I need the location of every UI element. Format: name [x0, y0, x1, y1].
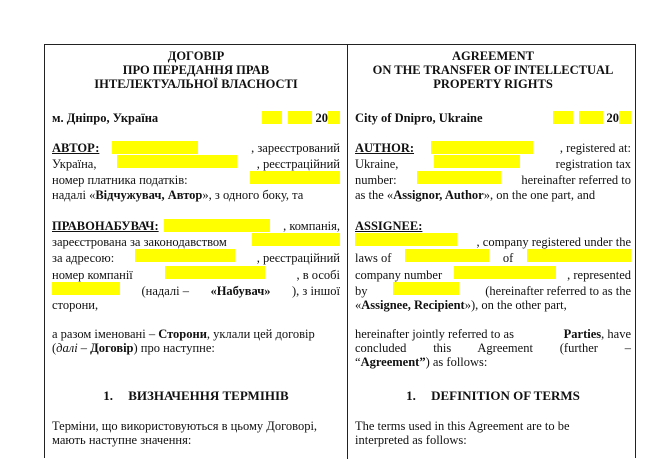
- author-block: [355, 141, 631, 202]
- section-heading-uk: [52, 389, 340, 403]
- parties-l2-italic: далі: [56, 341, 78, 356]
- parties-l3-c: ) as follows:: [425, 355, 488, 370]
- title-line-3: ІНТЕЛЕКТУАЛЬНОЇ ВЛАСНОСТІ: [94, 77, 298, 91]
- year-field[interactable]: [619, 111, 631, 124]
- author-registered: , зареєстрований: [251, 141, 340, 155]
- assignee-label: ПРАВОНАБУВАЧ:: [52, 219, 159, 233]
- author-registered: , registered at:: [559, 141, 631, 155]
- parties-l2-bold: Договір: [90, 341, 134, 356]
- assignee-address-field[interactable]: [135, 249, 235, 262]
- title-line-2: ON THE TRANSFER OF INTELLECTUAL: [372, 63, 614, 77]
- author-name-field[interactable]: [112, 141, 198, 154]
- assignee-side: сторони,: [52, 298, 99, 313]
- terms-line-1: Терміни, що використовуються в цьому Договорі,: [52, 419, 318, 433]
- assignee-name-field[interactable]: [355, 233, 457, 246]
- author-tax-text: number:: [355, 173, 397, 188]
- title-line-2: ПРО ПЕРЕДАННЯ ПРАВ: [122, 63, 270, 77]
- author-ref-a: as the «: [355, 187, 394, 202]
- assignee-of-text: of: [502, 251, 514, 266]
- author-name-field[interactable]: [431, 141, 533, 154]
- parties-l2-a: (: [52, 341, 57, 356]
- title-line-3: PROPERTY RIGHTS: [433, 77, 553, 91]
- month-field[interactable]: [579, 111, 603, 124]
- ukrainian-column: [52, 45, 340, 448]
- city-date-line: [355, 111, 631, 125]
- parties-l3-a: “: [355, 355, 361, 370]
- author-reg-text: registration tax: [555, 157, 631, 172]
- agreement-page: [44, 44, 636, 458]
- assignee-law-field[interactable]: [405, 249, 489, 262]
- terms-line-2: interpreted as follows:: [355, 433, 467, 448]
- assignee-address-text: за адресою:: [52, 251, 115, 266]
- month-field[interactable]: [288, 111, 312, 124]
- parties-text-c: , have: [601, 327, 631, 341]
- author-address-field[interactable]: [117, 155, 237, 168]
- assignee-reg-text: , реєстраційний: [256, 251, 340, 266]
- author-ref-text: hereinafter referred to: [521, 173, 631, 188]
- author-ref-c: », з одного боку, та: [202, 187, 304, 202]
- author-address-field[interactable]: [434, 155, 520, 168]
- author-ref-bold: Assignor, Author: [393, 187, 484, 202]
- section-number: 1.: [406, 388, 416, 403]
- assignee-name-field[interactable]: [164, 219, 270, 232]
- assignee-number-field[interactable]: [165, 266, 265, 279]
- assignee-represented-text: , represented: [567, 267, 631, 282]
- assignee-ref-bold: «Набувач»: [210, 283, 271, 298]
- section-title: DEFINITION OF TERMS: [431, 388, 580, 403]
- author-country: Ukraine,: [355, 157, 399, 172]
- assignee-representative-field[interactable]: [393, 282, 459, 295]
- assignee-ref-c: ), з іншої: [291, 283, 340, 298]
- assignee-ref-a: «: [355, 298, 362, 313]
- assignee-ref-bold: Assignee, Recipient: [361, 298, 465, 313]
- parties-line-2: concluded this Agreement (further –: [355, 341, 631, 356]
- author-label: AUTHOR:: [355, 141, 415, 155]
- assignee-company: , company registered under the: [476, 235, 631, 250]
- parties-l3-bold: Agreement”: [360, 355, 426, 370]
- city-date-line: [52, 111, 340, 125]
- parties-block: [355, 327, 631, 370]
- author-label: АВТОР:: [52, 141, 100, 155]
- author-ref-bold: Відчужувач, Автор: [95, 187, 203, 202]
- terms-paragraph-uk: [52, 419, 340, 447]
- assignee-ref-text: (hereinafter referred to as the: [485, 283, 631, 298]
- year-prefix: 20: [315, 111, 328, 125]
- author-ref-c: », on the one part, and: [483, 187, 596, 202]
- city: м. Дніпро, Україна: [52, 111, 159, 125]
- assignee-person-text: , в особі: [296, 267, 340, 282]
- date-fields: [553, 111, 631, 125]
- assignee-representative-field[interactable]: [52, 282, 120, 295]
- parties-text-a: hereinafter jointly referred to as: [355, 327, 514, 341]
- author-tax-field[interactable]: [250, 171, 340, 184]
- assignee-block: [355, 219, 631, 312]
- parties-text-c: , уклали цей договір: [206, 327, 315, 341]
- assignee-number-field[interactable]: [454, 266, 556, 279]
- author-reg-text: , реєстраційний: [256, 157, 340, 172]
- column-divider: [347, 45, 348, 459]
- parties-text-a: а разом іменовані –: [52, 327, 156, 341]
- section-heading-en: [355, 389, 631, 403]
- parties-l2-e: ) про наступне:: [133, 341, 215, 356]
- assignee-block: [52, 219, 340, 312]
- terms-paragraph-en: [355, 419, 631, 447]
- assignee-number-text: company number: [355, 267, 443, 282]
- title-line-1: ДОГОВІР: [167, 49, 225, 63]
- assignee-label: ASSIGNEE:: [355, 219, 423, 233]
- author-tax-field[interactable]: [417, 171, 501, 184]
- assignee-ref-c: »), on the other part,: [464, 298, 567, 313]
- english-title: [355, 49, 631, 91]
- parties-bold: Сторони: [158, 327, 207, 341]
- section-number: 1.: [103, 388, 114, 403]
- author-country: Україна,: [52, 157, 97, 172]
- title-line-1: AGREEMENT: [452, 49, 534, 63]
- assignee-law-text: laws of: [355, 251, 392, 266]
- assignee-address-field[interactable]: [527, 249, 631, 262]
- assignee-by-text: by: [355, 283, 368, 298]
- city: City of Dnipro, Ukraine: [355, 111, 483, 125]
- parties-l2-dash: –: [77, 341, 91, 356]
- date-fields: [262, 111, 340, 125]
- assignee-ref-a: (надалі –: [141, 283, 189, 298]
- terms-line-1: The terms used in this Agreement are to be: [355, 419, 570, 433]
- english-column: [355, 45, 631, 448]
- author-tax-text: номер платника податків:: [52, 173, 188, 188]
- author-block: [52, 141, 340, 202]
- day-field[interactable]: [262, 111, 282, 124]
- assignee-company: , компанія,: [283, 219, 340, 233]
- year-prefix: 20: [606, 111, 619, 125]
- day-field[interactable]: [553, 111, 573, 124]
- assignee-law-text: зареєстрована за законодавством: [52, 235, 227, 250]
- terms-line-2: мають наступне значення:: [52, 433, 192, 448]
- section-title: ВИЗНАЧЕННЯ ТЕРМІНІВ: [128, 388, 289, 403]
- assignee-law-field[interactable]: [252, 233, 340, 246]
- parties-block: [52, 327, 340, 355]
- assignee-number-text: номер компанії: [52, 267, 133, 282]
- author-ref-a: надалі «: [52, 187, 96, 202]
- year-field[interactable]: [328, 111, 340, 124]
- ukrainian-title: [52, 49, 340, 91]
- parties-bold: Parties: [563, 327, 602, 341]
